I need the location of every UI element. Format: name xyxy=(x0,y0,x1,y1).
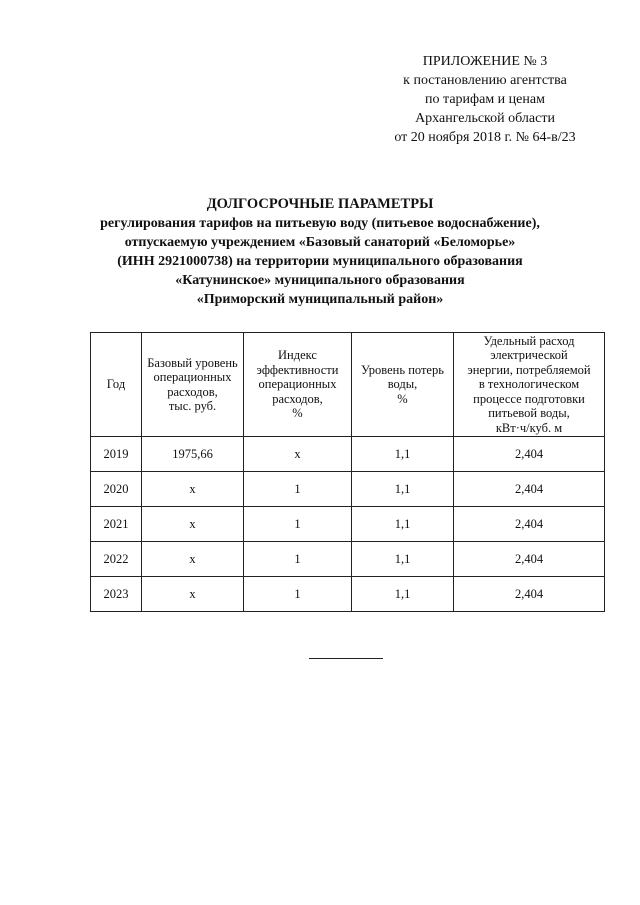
table-row xyxy=(91,437,605,472)
table-row xyxy=(91,542,605,577)
cell-base-opex: х xyxy=(142,577,244,612)
cell-year: 2023 xyxy=(91,577,142,612)
table-row xyxy=(91,507,605,542)
cell-year: 2020 xyxy=(91,472,142,507)
title-line: «Приморский муниципальный район» xyxy=(196,292,444,307)
title-heading: ДОЛГОСРОЧНЫЕ ПАРАМЕТРЫ xyxy=(206,196,434,212)
header-energy-consumption: Удельный расход электрической энергии, потребляемой в технологическом процессе подготовки питьевой воды, кВт·ч/куб. м xyxy=(454,333,605,437)
cell-year: 2022 xyxy=(91,542,142,577)
cell-energy-consumption: 2,404 xyxy=(454,437,605,472)
cell-efficiency-index: 1 xyxy=(244,542,352,577)
title-line: (ИНН 2921000738) на территории муниципального образования xyxy=(117,254,523,269)
appendix-reference: к постановлению агентства xyxy=(403,73,567,88)
cell-efficiency-index: 1 xyxy=(244,507,352,542)
parameters-table xyxy=(90,332,605,612)
header-base-opex: Базовый уровень операционных расходов, тыс. руб. xyxy=(142,333,244,437)
cell-water-loss: 1,1 xyxy=(352,507,454,542)
cell-year: 2021 xyxy=(91,507,142,542)
cell-water-loss: 1,1 xyxy=(352,542,454,577)
appendix-block xyxy=(340,52,630,147)
document-title xyxy=(70,195,570,309)
table-row xyxy=(91,577,605,612)
cell-water-loss: 1,1 xyxy=(352,577,454,612)
cell-base-opex: х xyxy=(142,542,244,577)
appendix-number: ПРИЛОЖЕНИЕ № 3 xyxy=(422,54,548,69)
cell-base-opex: х xyxy=(142,507,244,542)
header-year: Год xyxy=(91,333,142,437)
appendix-region: Архангельской области xyxy=(415,111,555,126)
header-water-loss: Уровень потерь воды, % xyxy=(352,333,454,437)
header-efficiency-index: Индекс эффективности операционных расходов, % xyxy=(244,333,352,437)
title-line: «Катунинское» муниципального образования xyxy=(175,273,465,288)
cell-base-opex: 1975,66 xyxy=(142,437,244,472)
cell-year: 2019 xyxy=(91,437,142,472)
table-row xyxy=(91,472,605,507)
appendix-date-number: от 20 ноября 2018 г. № 64-в/23 xyxy=(394,130,576,145)
cell-energy-consumption: 2,404 xyxy=(454,542,605,577)
cell-energy-consumption: 2,404 xyxy=(454,577,605,612)
title-line: регулирования тарифов на питьевую воду (питьевое водоснабжение), xyxy=(100,216,540,231)
cell-energy-consumption: 2,404 xyxy=(454,472,605,507)
appendix-agency: по тарифам и ценам xyxy=(425,92,545,107)
cell-efficiency-index: х xyxy=(244,437,352,472)
cell-efficiency-index: 1 xyxy=(244,472,352,507)
title-line: отпускаемую учреждением «Базовый санаторий «Беломорье» xyxy=(124,235,516,250)
cell-efficiency-index: 1 xyxy=(244,577,352,612)
cell-energy-consumption: 2,404 xyxy=(454,507,605,542)
table-header-row xyxy=(91,333,605,437)
cell-base-opex: х xyxy=(142,472,244,507)
cell-water-loss: 1,1 xyxy=(352,437,454,472)
cell-water-loss: 1,1 xyxy=(352,472,454,507)
end-separator-line xyxy=(309,658,383,659)
